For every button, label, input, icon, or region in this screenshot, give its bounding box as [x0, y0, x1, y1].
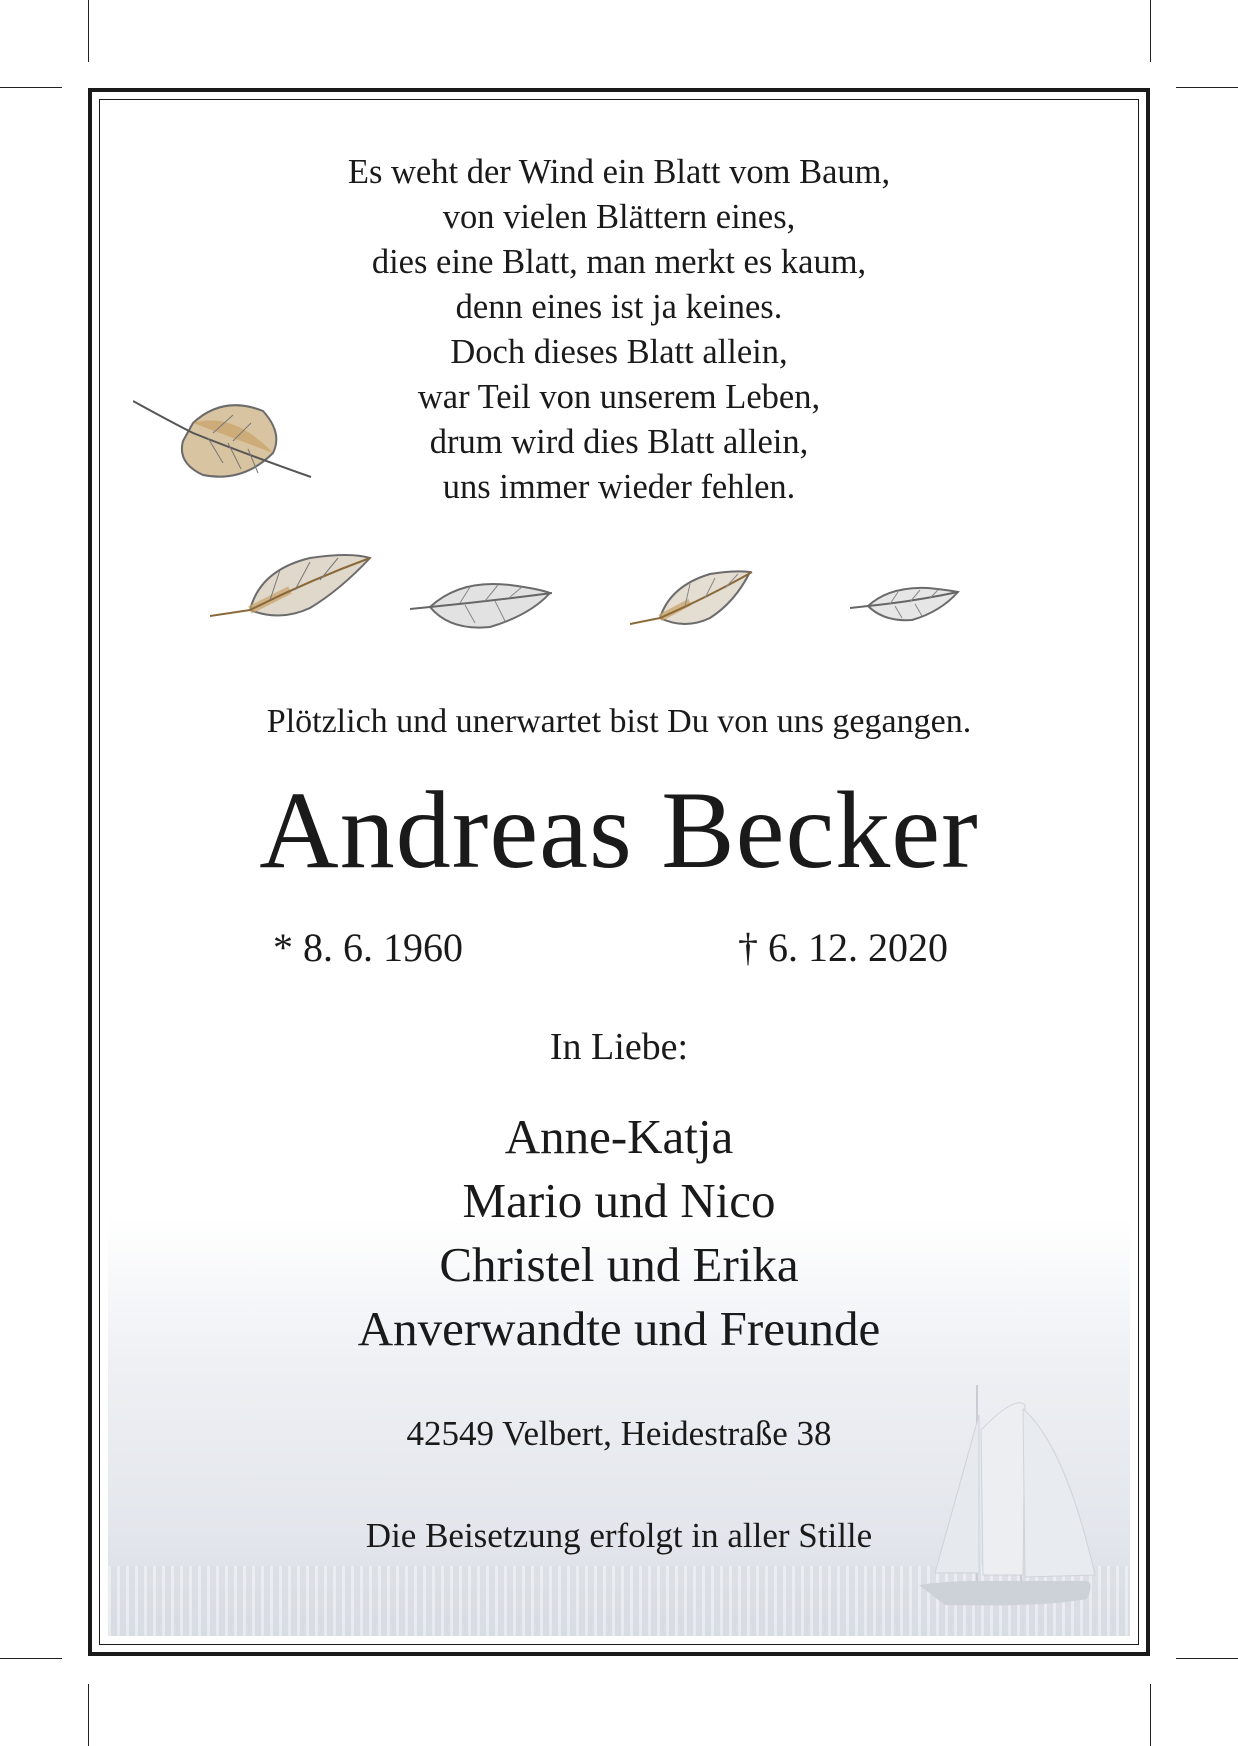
poem-line: Doch dieses Blatt allein,: [450, 333, 788, 371]
poem-line: dies eine Blatt, man merkt es kaum,: [371, 243, 867, 281]
leaf-icon: [410, 575, 555, 635]
mourner-line: Christel und Erika: [439, 1237, 799, 1292]
crop-mark: [1150, 1684, 1151, 1746]
crop-mark: [1176, 87, 1238, 88]
poem-line: Es weht der Wind ein Blatt vom Baum,: [347, 153, 891, 191]
crop-mark: [1150, 0, 1151, 62]
birth-date: * 8. 6. 1960: [273, 925, 463, 970]
poem-line: drum wird dies Blatt allein,: [429, 423, 809, 461]
death-date: † 6. 12. 2020: [738, 925, 948, 970]
poem-line: von vielen Blättern eines,: [442, 198, 796, 236]
leaf-icon: [210, 550, 375, 630]
deceased-name: Andreas Becker: [259, 769, 979, 891]
crop-mark: [0, 87, 62, 88]
leaf-icon: [850, 580, 960, 630]
intro-text: Plötzlich und unerwartet bist Du von uns gegangen.: [266, 703, 972, 740]
mourner-line: Anne-Katja: [504, 1109, 734, 1164]
leaf-icon: [630, 566, 755, 636]
mourners-list: [0, 1105, 1238, 1361]
poem-line: war Teil von unserem Leben,: [417, 378, 821, 416]
poem-line: denn eines ist ja keines.: [455, 288, 783, 326]
address: 42549 Velbert, Heidestraße 38: [406, 1414, 832, 1453]
poem-line: uns immer wieder fehlen.: [442, 468, 796, 506]
crop-mark: [0, 1658, 62, 1659]
crop-mark: [88, 0, 89, 62]
crop-mark: [88, 1684, 89, 1746]
mourner-line: Anverwandte und Freunde: [357, 1301, 881, 1356]
poem: [0, 150, 1238, 510]
love-label: In Liebe:: [549, 1026, 689, 1068]
mourner-line: Mario und Nico: [462, 1173, 776, 1228]
crop-mark: [1176, 1658, 1238, 1659]
burial-note: Die Beisetzung erfolgt in aller Stille: [365, 1516, 873, 1555]
